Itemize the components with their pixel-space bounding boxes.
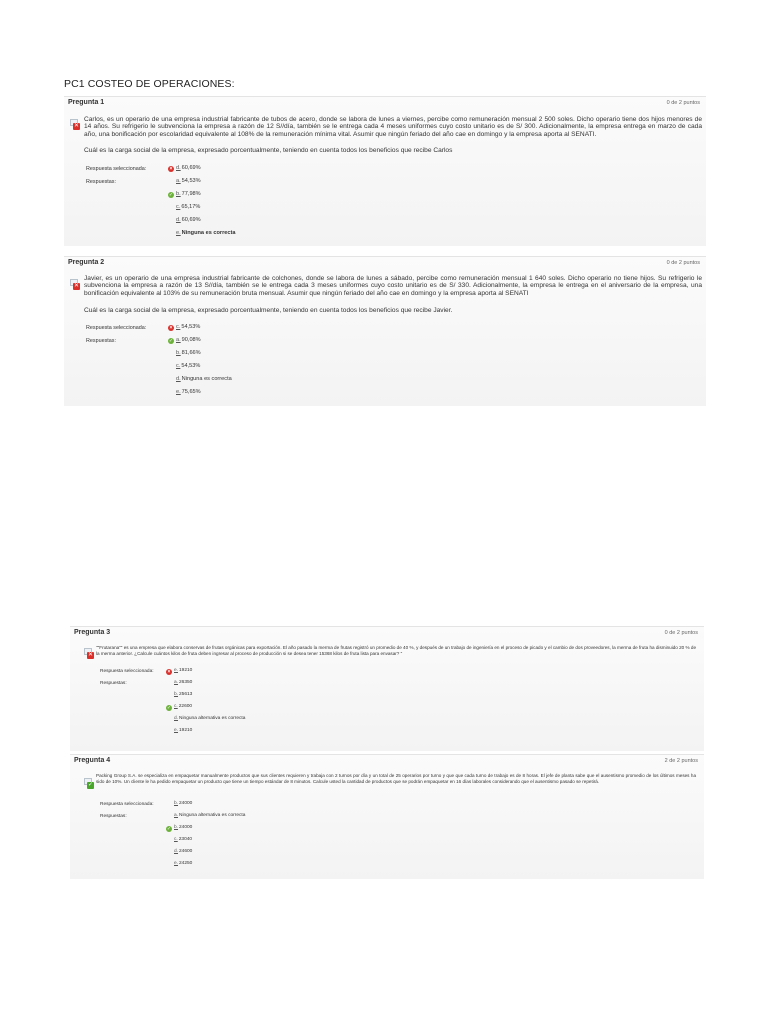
answer-option: c.65,17% [176,204,201,210]
answer-option: c.54,53% [176,363,201,369]
selected-answer-label: Respuesta seleccionada: [86,325,147,331]
answer-option: e.24250 [174,861,193,866]
selected-answer-label: Respuesta seleccionada: [86,166,147,172]
question-text: ""Frutarana"" es una empresa que elabora conservas de frutas orgánicas para exportación. El año pasado la merma de frutas registró un promedio de 40 %, y después de un trabajo de ingeniería en el proceso de picado y el cambio de dos proveedores, la merma de fruta ha disminuido 20 % de la merma anterior. ¿Calcule cuántos kilos de fruta deben ingresar al proceso de producción si se desea tener 15368 kilos de fruta lista para envasar? " [96,645,696,656]
selected-answer: d.60,69% [176,165,201,171]
answer-option: d.Ninguna alternativa es correcta [174,716,246,721]
question-header [68,97,700,109]
question-incorrect-icon: ✕ [84,648,93,657]
answer-option: e.19210 [174,728,193,733]
answers-label: Respuestas: [100,681,127,686]
question-header [74,627,698,639]
question-text: Javier, es un operario de una empresa industrial fabricante de colchones, donde se labora de lunes a sábado, percibe como remuneración mensual 1 640 soles. Dicho operario no tiene hijos. Su refrigerio le subvenciona la empresa a razón de 13 S//día, también se le entrega cada 3 meses uniformes cuyo costo unitario es de S/ 330. Adicionalmente, la empresa le entrega en el aniversario de la empresa, una bonificación equivalente al 103% de su remuneración bruta mensual. Asumir que ningún feriado del año cae en domingo y la empresa aporta al SENATI [84,275,702,297]
answer-option: d.24600 [174,849,193,854]
selected-answer-label: Respuesta seleccionada: [100,669,154,674]
answers-label: Respuestas: [86,179,116,185]
answers-label: Respuestas: [86,338,116,344]
answer-option: a.26350 [174,680,193,685]
question-block-4 [70,754,704,879]
page-title: PC1 COSTEO DE OPERACIONES: [64,78,235,90]
answer-option-correct: b.24000 [174,825,193,830]
correct-check-icon: ✓ [168,338,174,344]
answers-label: Respuestas: [100,814,127,819]
answer-option-correct: b.77,98% [176,191,201,197]
question-block-1 [64,96,706,246]
answer-option: c.23040 [174,837,193,842]
answer-option: d.Ninguna es correcta [176,376,232,382]
question-block-3 [70,626,704,751]
answer-option-correct: a.90,08% [176,337,201,343]
question-prompt: Cuál es la carga social de la empresa, expresado porcentualmente, teniendo en cuenta todos los beneficios que recibe Javier. [84,307,453,314]
selected-answer-label: Respuesta seleccionada: [100,802,154,807]
answer-option: e.Ninguna es correcta [176,230,236,236]
selected-answer: c.54,53% [176,324,201,330]
question-incorrect-icon: ✕ [70,119,79,128]
question-label: Pregunta 4 [74,757,111,764]
answer-option: e.75,65% [176,389,201,395]
question-prompt: Cuál es la carga social de la empresa, expresado porcentualmente, teniendo en cuenta todos los beneficios que recibe Carlos [84,147,453,154]
selected-answer: e.19210 [174,668,193,673]
question-text: Packing Group S.A. se especializa en empaquetar manualmente productos que sus clientes requieren y trabaja con 2 turnos por día y un total de 25 operarios por turno y que que cada turno de trabajo es de 8 horas. El jefe de planta sabe que el ausentismo promedio de los últimos meses ha sido de 10%. Un cliente le ha pedido empaquetar un producto que tiene un tiempo estándar de 8 minutos. Calcule usted la cantidad de productos que se podrán empaquetar en 16 días laborales considerando que el ausentismo pasado se repetirá. [96,773,696,784]
incorrect-mark-icon: × [167,669,171,675]
question-header [68,257,700,269]
incorrect-mark-icon: × [169,166,173,172]
selected-answer: b.24000 [174,801,193,806]
correct-check-icon: ✓ [168,192,174,198]
answer-option: a.54,53% [176,178,201,184]
question-score: 0 de 2 puntos [666,100,700,106]
question-label: Pregunta 3 [74,629,111,636]
question-score: 0 de 2 puntos [664,630,698,636]
question-block-2 [64,256,706,406]
incorrect-mark-icon: × [169,325,173,331]
answer-option: d.60,69% [176,217,201,223]
question-score: 0 de 2 puntos [666,260,700,266]
correct-check-icon: ✓ [166,705,172,711]
answer-option: a.Ninguna alternativa es correcta [174,813,246,818]
question-correct-icon: ✓ [84,778,93,787]
question-text: Carlos, es un operario de una empresa industrial fabricante de tubos de acero, donde se labora de lunes a viernes, percibe como remuneración mensual 2 500 soles. Dicho operario tiene dos hijos menores de 14 años. Su refrigerio le subvenciona la empresa a razón de 12 S//día, también se le entrega cada 4 meses uniformes cuyo costo unitario es de S/ 300. Adicionalmente, la empresa entrega en marzo de cada año, una bonificación por escolaridad equivalente al 108% de la remuneración mínima vital. Asumir que ningún feriado del año cae en domingo y la empresa aporta al SENATI. [84,116,702,138]
question-score: 2 de 2 puntos [664,758,698,764]
question-label: Pregunta 2 [68,259,105,266]
answer-option: b.25613 [174,692,193,697]
question-label: Pregunta 1 [68,99,105,106]
correct-check-icon: ✓ [166,826,172,832]
answer-option: b.81,66% [176,350,201,356]
question-incorrect-icon: ✕ [70,279,79,288]
question-header [74,755,698,767]
answer-option-correct: c.22600 [174,704,193,709]
